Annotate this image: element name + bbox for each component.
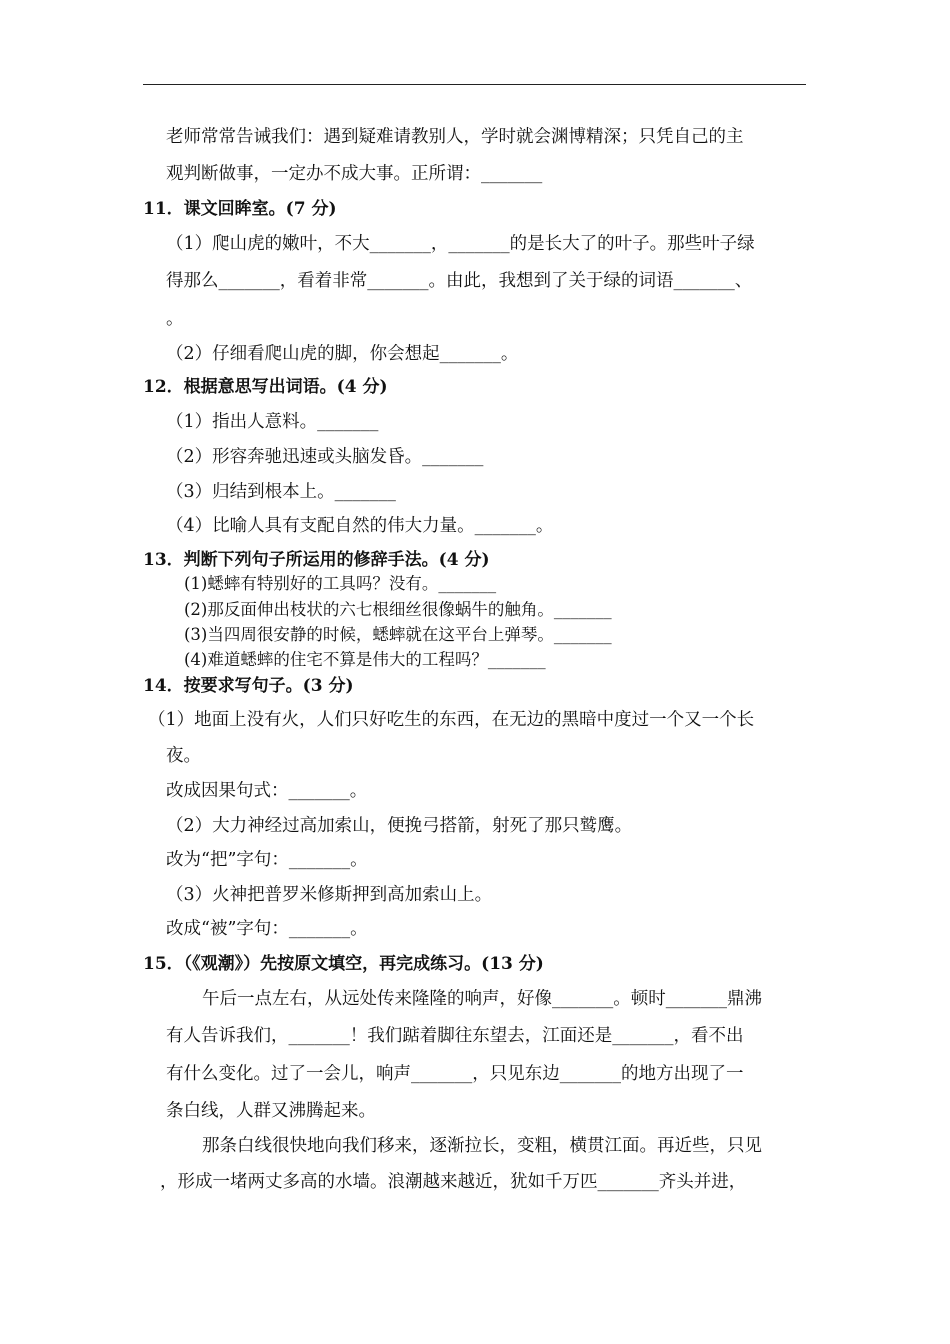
q14-part1-line2: 夜。 bbox=[166, 746, 201, 766]
q12-item-4: （4）比喻人具有支配自然的伟大力量。_______。 bbox=[166, 516, 554, 536]
intro-line-1: 老师常常告诫我们：遇到疑难请教别人，学时就会渊博精深；只凭自己的主 bbox=[166, 127, 744, 147]
header-rule bbox=[143, 84, 806, 85]
q14-part3-answer: 改成“被”字句：_______。 bbox=[166, 919, 368, 939]
q11-title: 11．课文回眸室。(7 分) bbox=[143, 199, 337, 219]
q13-item-3: (3)当四周很安静的时候，蟋蟀就在这平台上弹琴。_______ bbox=[184, 625, 612, 644]
q13-item-1: (1)蟋蟀有特别好的工具吗？没有。_______ bbox=[184, 574, 497, 593]
intro-line-2: 观判断做事，一定办不成大事。正所谓：_______ bbox=[166, 164, 543, 184]
q14-part2: （2）大力神经过高加索山，便挽弓搭箭，射死了那只鹫鹰。 bbox=[166, 816, 633, 836]
q12-item-3: （3）归结到根本上。_______ bbox=[166, 482, 396, 502]
q12-item-2: （2）形容奔驰迅速或头脑发昏。_______ bbox=[166, 447, 484, 467]
q13-item-4: (4)难道蟋蟀的住宅不算是伟大的工程吗？_______ bbox=[184, 650, 546, 669]
q15-passage-line-1: 午后一点左右，从远处传来隆隆的响声，好像_______。顿时_______鼎沸 bbox=[202, 989, 762, 1009]
q11-part1-line3: 。 bbox=[166, 309, 184, 329]
q11-part1-line1: （1）爬山虎的嫩叶，不大_______，_______的是长大了的叶子。那些叶子绿 bbox=[166, 234, 755, 254]
q15-passage-line-3: 有什么变化。过了一会儿，响声_______，只见东边_______的地方出现了一 bbox=[166, 1064, 744, 1084]
q15-title: 15．（《观潮》）先按原文填空，再完成练习。(13 分) bbox=[143, 954, 544, 974]
q14-part2-answer: 改为“把”字句：_______。 bbox=[166, 850, 368, 870]
q13-item-2: (2)那反面伸出枝状的六七根细丝很像蜗牛的触角。_______ bbox=[184, 600, 612, 619]
q15-passage-line-2: 有人告诉我们，_______！我们踮着脚往东望去，江面还是_______，看不出 bbox=[166, 1026, 744, 1046]
q13-title: 13．判断下列句子所运用的修辞手法。(4 分) bbox=[143, 550, 490, 570]
q11-part2: （2）仔细看爬山虎的脚，你会想起_______。 bbox=[166, 344, 519, 364]
q11-part1-line2: 得那么_______，看着非常_______。由此，我想到了关于绿的词语_______、 bbox=[166, 271, 753, 291]
q12-title: 12．根据意思写出词语。(4 分) bbox=[143, 377, 388, 397]
q14-part1-answer: 改成因果句式：_______。 bbox=[166, 781, 368, 801]
q14-part1-line1: （1）地面上没有火，人们只好吃生的东西，在无边的黑暗中度过一个又一个长 bbox=[148, 710, 755, 730]
q15-passage-line-5: 那条白线很快地向我们移来，逐渐拉长，变粗，横贯江面。再近些，只见 bbox=[202, 1136, 762, 1156]
q15-passage-line-6: ，形成一堵两丈多高的水墙。浪潮越来越近，犹如千万匹_______齐头并进， bbox=[160, 1172, 747, 1192]
q15-passage-line-4: 条白线，人群又沸腾起来。 bbox=[166, 1101, 376, 1121]
q14-title: 14．按要求写句子。(3 分) bbox=[143, 676, 354, 696]
q12-item-1: （1）指出人意料。_______ bbox=[166, 412, 379, 432]
q14-part3: （3）火神把普罗米修斯押到高加索山上。 bbox=[166, 885, 493, 905]
